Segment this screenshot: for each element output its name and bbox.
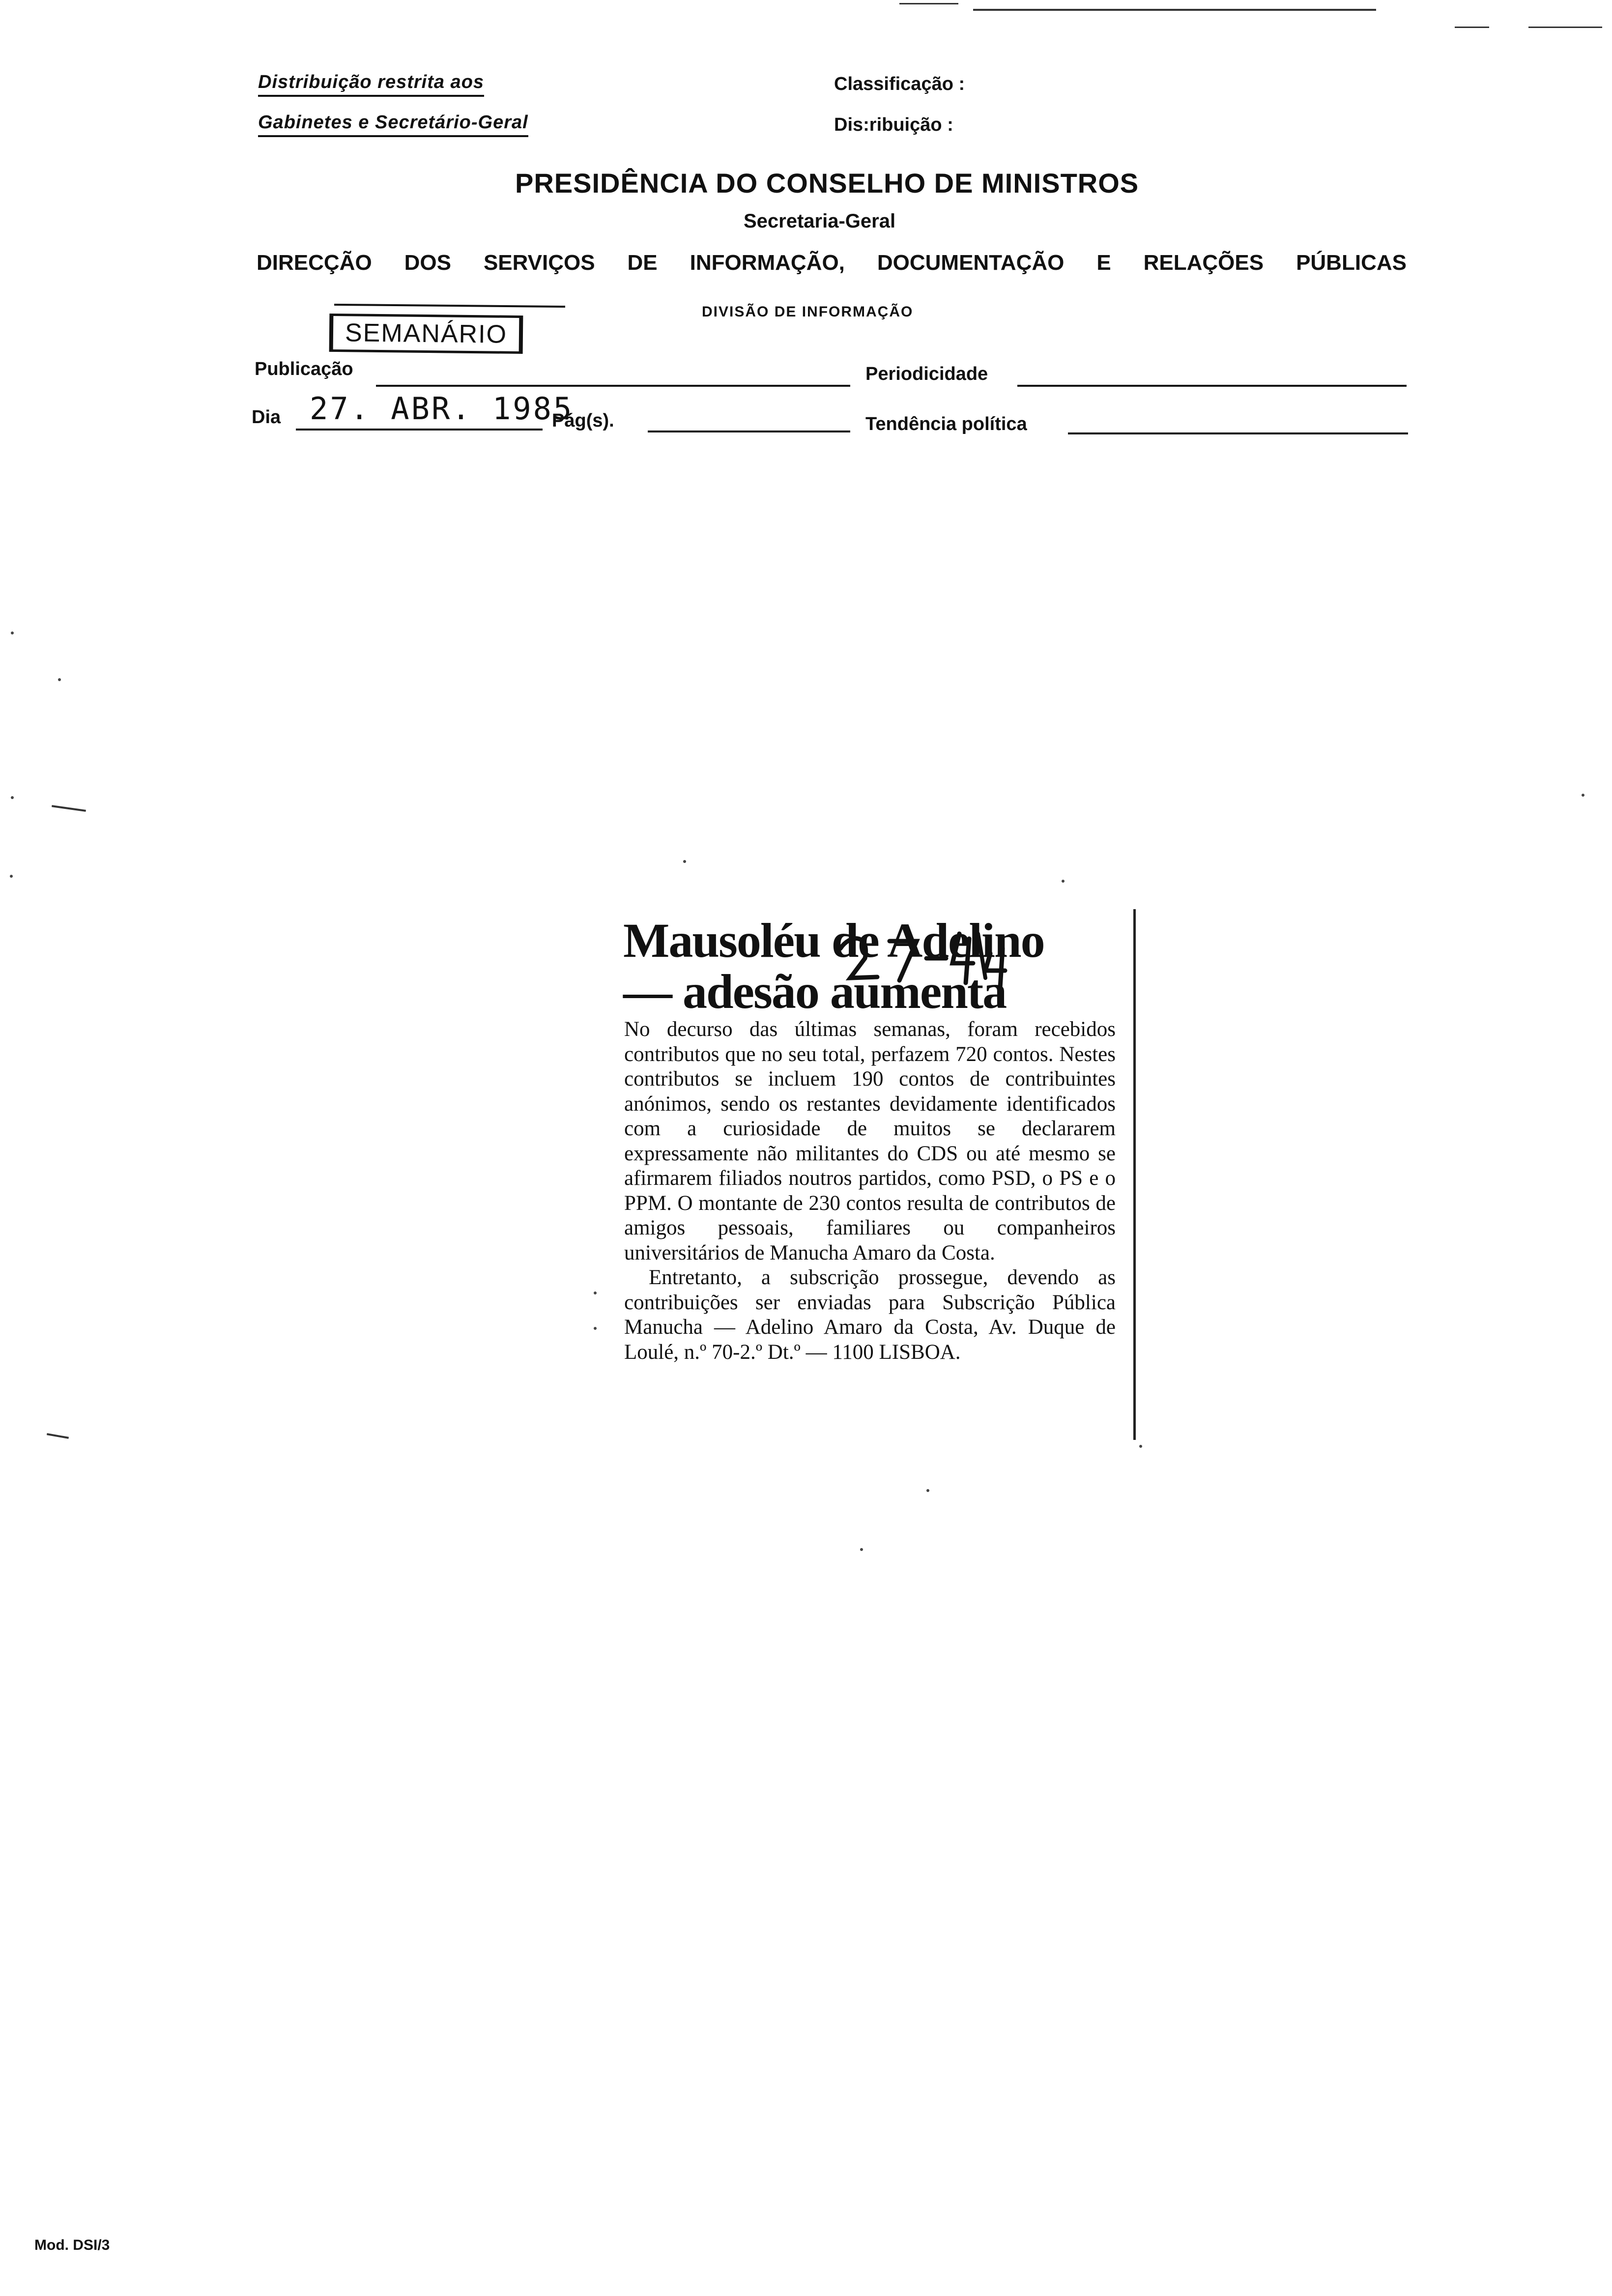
directorate-heading xyxy=(257,251,1407,275)
directorate-word: DE xyxy=(627,251,658,275)
scan-speck xyxy=(594,1327,597,1330)
directorate-word: DIRECÇÃO xyxy=(257,251,372,275)
handwritten-date-annotation xyxy=(831,919,1017,1003)
stamp-overline xyxy=(334,304,565,308)
political-tendency-label: Tendência política xyxy=(865,414,1027,434)
periodicidade-label: Periodicidade xyxy=(865,364,988,384)
publication-stamp: SEMANÁRIO xyxy=(329,314,523,354)
scan-speck xyxy=(1582,794,1584,797)
dia-label: Dia xyxy=(252,407,281,428)
distribution-restriction-line1: Distribuição restrita aos xyxy=(258,72,484,97)
scan-speck xyxy=(11,631,14,634)
directorate-word: DOCUMENTAÇÃO xyxy=(877,251,1065,275)
clipping-right-border xyxy=(1133,909,1136,1440)
periodicidade-field-line xyxy=(1017,385,1407,387)
article-paragraph-1: No decurso das últimas semanas, foram recebidos contributos que no seu total, perfazem 720 contos. Nestes contributos se incluem 190 contos de contribuintes anónimos, sendo os restantes devidamente identificados com a curiosidade de muitos se declararem expressamente não militantes do CDS ou até mesmo se afirmarem filiados noutros partidos, como PSD, o PS e o PPM. O montante de 230 contos resulta de contributos de amigos pessoais, familiares ou companheiros universitários de Manucha Amaro da Costa. xyxy=(624,1018,1116,1264)
scan-speck xyxy=(1139,1445,1142,1448)
article-headline-line1: Mausoléu de Adelino xyxy=(623,913,1044,968)
scan-speck xyxy=(58,678,61,681)
publicacao-field-line xyxy=(376,385,850,387)
scan-mark xyxy=(47,1433,69,1439)
page-title: PRESIDÊNCIA DO CONSELHO DE MINISTROS xyxy=(515,168,1139,199)
scan-speck xyxy=(926,1489,929,1492)
directorate-word: E xyxy=(1096,251,1111,275)
date-stamp: 27. ABR. 1985 xyxy=(310,391,574,427)
page-subtitle: Secretaria-Geral xyxy=(744,210,896,232)
publicacao-label: Publicação xyxy=(255,359,353,379)
pages-label: Pág(s). xyxy=(552,410,614,431)
distribution-restriction-line2: Gabinetes e Secretário-Geral xyxy=(258,112,528,137)
directorate-word: DOS xyxy=(404,251,451,275)
political-tendency-field-line xyxy=(1068,432,1408,434)
dia-field-line xyxy=(296,429,543,430)
distribuicao-label: Dis:ribuição : xyxy=(834,115,953,135)
scan-speck xyxy=(594,1292,597,1294)
scan-artifact-line xyxy=(973,9,1376,11)
directorate-word: PÚBLICAS xyxy=(1296,251,1407,275)
scan-speck xyxy=(11,796,14,799)
scan-speck xyxy=(10,875,13,878)
scan-artifact-line xyxy=(1528,27,1602,28)
article-paragraph-2: Entretanto, a subscrição prossegue, devendo as contribuições ser enviadas para Subscrição Pública Manucha — Adelino Amaro da Costa, Av. Duque de Loulé, n.º 70-2.º Dt.º — 1100 LISBOA. xyxy=(624,1266,1116,1364)
article-headline-line2: — adesão aumenta xyxy=(623,964,1007,1019)
scan-speck xyxy=(683,860,686,863)
scan-artifact-line xyxy=(1455,27,1489,28)
pages-field-line xyxy=(648,430,850,432)
article-body xyxy=(624,1017,1116,1365)
directorate-word: RELAÇÕES xyxy=(1143,251,1264,275)
classificacao-label: Classificação : xyxy=(834,74,965,94)
directorate-word: SERVIÇOS xyxy=(483,251,595,275)
scan-speck xyxy=(1062,880,1065,883)
form-model-code: Mod. DSI/3 xyxy=(34,2237,110,2253)
scan-speck xyxy=(860,1548,863,1551)
directorate-word: INFORMAÇÃO, xyxy=(690,251,845,275)
scan-artifact-line xyxy=(899,3,958,4)
division-label: DIVISÃO DE INFORMAÇÃO xyxy=(702,304,914,320)
scan-mark xyxy=(52,805,86,812)
